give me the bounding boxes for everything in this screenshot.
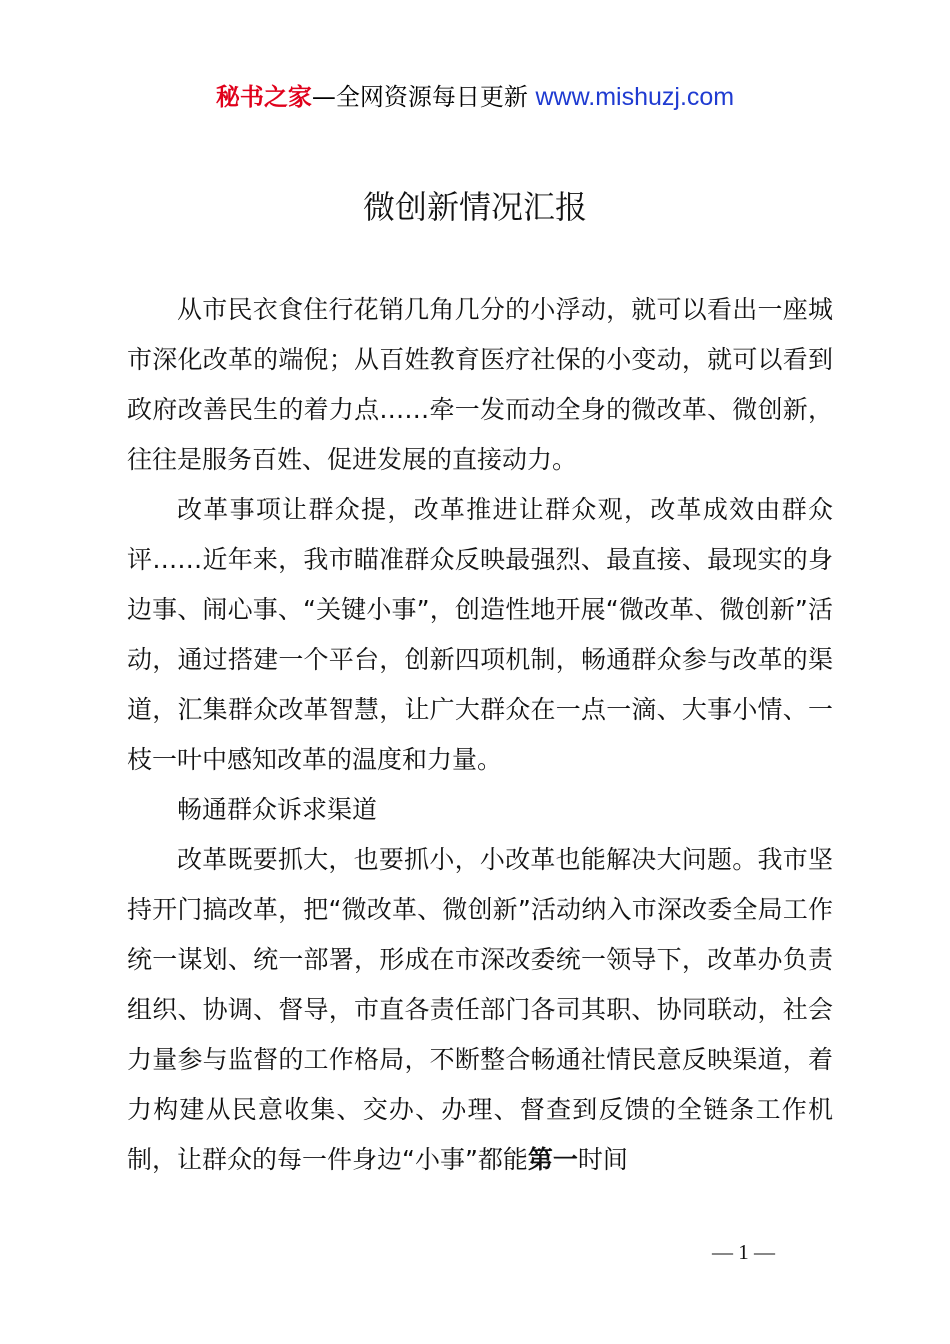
section-heading: 畅通群众诉求渠道 bbox=[177, 795, 378, 824]
bold-text: 第一 bbox=[527, 1145, 578, 1174]
paragraph-intro: 从市民衣食住行花销几角几分的小浮动，就可以看出一座城市深化改革的端倪；从百姓教育医疗社保的小变动，就可以看到政府改善民生的着力点……牵一发而动全身的微改革、微创新，往往是服务百姓、促进发展的直接动力。 bbox=[127, 295, 833, 474]
document-body bbox=[127, 285, 833, 1185]
banner-tagline: —全网资源每日更新 bbox=[311, 83, 528, 111]
page-number: — 1 — bbox=[712, 1240, 775, 1264]
paragraph-text: 改革既要抓大，也要抓小，小改革也能解决大问题。我市坚持开门搞改革，把“微改革、微创新”活动纳入市深改委全局工作统一谋划、统一部署，形成在市深改委统一领导下，改革办负责组织、协调、督导，市直各责任部门各司其职、协同联动，社会力量参与监督的工作格局，不断整合畅通社情民意反映渠道，着力构建从民意收集、交办、办理、督查到反馈的全链条工作机制，让群众的每一件身边“小事”都能 bbox=[127, 845, 833, 1174]
document-title: 微创新情况汇报 bbox=[362, 188, 587, 226]
site-url[interactable]: www.mishuzj.com bbox=[535, 83, 735, 111]
paragraph-text-end: 时间 bbox=[577, 1145, 628, 1174]
brand-name: 秘书之家 bbox=[215, 83, 312, 111]
site-banner bbox=[0, 80, 950, 114]
paragraph-section-one bbox=[127, 835, 833, 1185]
paragraph-background: 改革事项让群众提，改革推进让群众观，改革成效由群众评……近年来，我市瞄准群众反映最强烈、最直接、最现实的身边事、闹心事、“关键小事”，创造性地开展“微改革、微创新”活动，通过搭建一个平台，创新四项机制，畅通群众参与改革的渠道，汇集群众改革智慧，让广大群众在一点一滴、大事小情、一枝一叶中感知改革的温度和力量。 bbox=[127, 495, 833, 774]
